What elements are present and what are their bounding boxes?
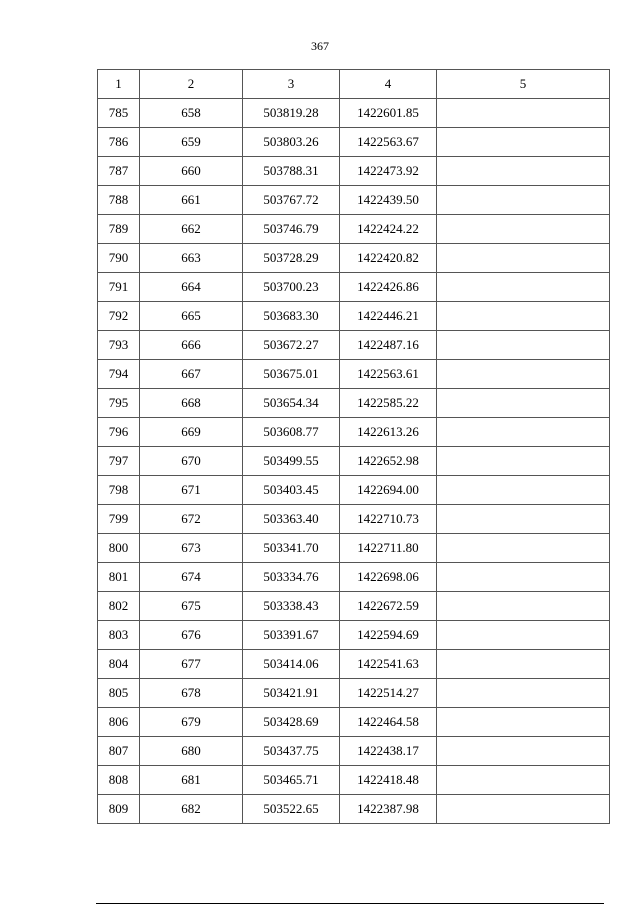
table-cell-col-2: 666	[140, 331, 243, 360]
table-cell-col-3: 503465.71	[243, 766, 340, 795]
table-cell-col-1: 808	[98, 766, 140, 795]
table-row	[98, 244, 610, 273]
table-cell-col-4: 1422711.80	[340, 534, 437, 563]
table-row	[98, 128, 610, 157]
table-cell-col-3: 503334.76	[243, 563, 340, 592]
table-cell-col-5	[437, 215, 610, 244]
table-cell-col-5	[437, 331, 610, 360]
table-cell-col-5	[437, 302, 610, 331]
table-cell-col-4: 1422514.27	[340, 679, 437, 708]
table-row	[98, 418, 610, 447]
footer-rule	[96, 903, 604, 904]
table-cell-col-1: 790	[98, 244, 140, 273]
table-cell-col-4: 1422418.48	[340, 766, 437, 795]
table-cell-col-1: 786	[98, 128, 140, 157]
table-cell-col-4: 1422446.21	[340, 302, 437, 331]
table-cell-col-1: 806	[98, 708, 140, 737]
table-cell-col-1: 789	[98, 215, 140, 244]
table-row	[98, 708, 610, 737]
table-row	[98, 215, 610, 244]
table-cell-col-1: 809	[98, 795, 140, 824]
table-cell-col-2: 664	[140, 273, 243, 302]
table-cell-col-1: 800	[98, 534, 140, 563]
table-row	[98, 302, 610, 331]
table-cell-col-2: 676	[140, 621, 243, 650]
page-number: 367	[311, 39, 329, 53]
table-cell-col-3: 503746.79	[243, 215, 340, 244]
table-row	[98, 157, 610, 186]
table-cell-col-4: 1422563.67	[340, 128, 437, 157]
table-cell-col-2: 673	[140, 534, 243, 563]
table-cell-col-3: 503363.40	[243, 505, 340, 534]
table-cell-col-4: 1422438.17	[340, 737, 437, 766]
table-row	[98, 505, 610, 534]
table-cell-col-3: 503700.23	[243, 273, 340, 302]
table-cell-col-4: 1422464.58	[340, 708, 437, 737]
table-cell-col-2: 681	[140, 766, 243, 795]
table-cell-col-1: 787	[98, 157, 140, 186]
table-cell-col-3: 503767.72	[243, 186, 340, 215]
table-cell-col-1: 797	[98, 447, 140, 476]
table-cell-col-4: 1422424.22	[340, 215, 437, 244]
table-cell-col-2: 668	[140, 389, 243, 418]
table-cell-col-2: 665	[140, 302, 243, 331]
table-cell-col-1: 794	[98, 360, 140, 389]
table-cell-col-5	[437, 795, 610, 824]
table-cell-col-3: 503341.70	[243, 534, 340, 563]
column-header-4: 4	[340, 70, 437, 99]
table-cell-col-1: 788	[98, 186, 140, 215]
column-header-3: 3	[243, 70, 340, 99]
table-cell-col-3: 503437.75	[243, 737, 340, 766]
table-cell-col-5	[437, 186, 610, 215]
table-cell-col-3: 503428.69	[243, 708, 340, 737]
table-cell-col-2: 658	[140, 99, 243, 128]
table-cell-col-5	[437, 621, 610, 650]
table-cell-col-1: 792	[98, 302, 140, 331]
table-cell-col-4: 1422672.59	[340, 592, 437, 621]
table-cell-col-3: 503499.55	[243, 447, 340, 476]
table-cell-col-3: 503675.01	[243, 360, 340, 389]
column-header-2: 2	[140, 70, 243, 99]
coordinates-table	[97, 69, 610, 824]
table-cell-col-5	[437, 389, 610, 418]
table-row	[98, 331, 610, 360]
table-cell-col-5	[437, 534, 610, 563]
table-cell-col-4: 1422487.16	[340, 331, 437, 360]
table-cell-col-2: 669	[140, 418, 243, 447]
table-row	[98, 650, 610, 679]
table-cell-col-4: 1422426.86	[340, 273, 437, 302]
table-cell-col-2: 662	[140, 215, 243, 244]
table-cell-col-4: 1422601.85	[340, 99, 437, 128]
table-cell-col-1: 805	[98, 679, 140, 708]
table-cell-col-3: 503414.06	[243, 650, 340, 679]
table-cell-col-5	[437, 418, 610, 447]
table-cell-col-4: 1422585.22	[340, 389, 437, 418]
table-cell-col-1: 791	[98, 273, 140, 302]
table-row	[98, 360, 610, 389]
table-cell-col-2: 675	[140, 592, 243, 621]
table-cell-col-4: 1422473.92	[340, 157, 437, 186]
table-cell-col-2: 667	[140, 360, 243, 389]
table-row	[98, 563, 610, 592]
table-row	[98, 186, 610, 215]
table-cell-col-3: 503683.30	[243, 302, 340, 331]
table-row	[98, 389, 610, 418]
table-cell-col-4: 1422710.73	[340, 505, 437, 534]
table-row	[98, 99, 610, 128]
table-cell-col-2: 677	[140, 650, 243, 679]
table-row	[98, 621, 610, 650]
table-cell-col-4: 1422563.61	[340, 360, 437, 389]
table-cell-col-3: 503819.28	[243, 99, 340, 128]
table-cell-col-2: 660	[140, 157, 243, 186]
table-cell-col-2: 661	[140, 186, 243, 215]
table-cell-col-1: 799	[98, 505, 140, 534]
table-cell-col-5	[437, 476, 610, 505]
table-cell-col-5	[437, 737, 610, 766]
table-cell-col-1: 785	[98, 99, 140, 128]
table-cell-col-2: 674	[140, 563, 243, 592]
table-cell-col-1: 803	[98, 621, 140, 650]
table-cell-col-5	[437, 708, 610, 737]
table-cell-col-1: 798	[98, 476, 140, 505]
table-row	[98, 476, 610, 505]
table-cell-col-1: 807	[98, 737, 140, 766]
table-cell-col-5	[437, 592, 610, 621]
table-row	[98, 534, 610, 563]
table-cell-col-2: 679	[140, 708, 243, 737]
table-row	[98, 273, 610, 302]
table-cell-col-3: 503403.45	[243, 476, 340, 505]
table-cell-col-4: 1422420.82	[340, 244, 437, 273]
table-cell-col-4: 1422698.06	[340, 563, 437, 592]
table-row	[98, 447, 610, 476]
table-cell-col-2: 678	[140, 679, 243, 708]
table-cell-col-1: 793	[98, 331, 140, 360]
column-header-5: 5	[437, 70, 610, 99]
table-cell-col-3: 503654.34	[243, 389, 340, 418]
table-cell-col-1: 804	[98, 650, 140, 679]
table-cell-col-5	[437, 650, 610, 679]
table-cell-col-5	[437, 563, 610, 592]
table-cell-col-2: 659	[140, 128, 243, 157]
table-cell-col-1: 795	[98, 389, 140, 418]
table-cell-col-2: 671	[140, 476, 243, 505]
table-cell-col-3: 503672.27	[243, 331, 340, 360]
table-row	[98, 592, 610, 621]
table-cell-col-3: 503522.65	[243, 795, 340, 824]
table-cell-col-5	[437, 766, 610, 795]
table-cell-col-2: 680	[140, 737, 243, 766]
table-cell-col-2: 682	[140, 795, 243, 824]
table-cell-col-2: 663	[140, 244, 243, 273]
table-cell-col-5	[437, 679, 610, 708]
table-cell-col-5	[437, 273, 610, 302]
table-cell-col-4: 1422541.63	[340, 650, 437, 679]
table-row	[98, 679, 610, 708]
table-cell-col-1: 796	[98, 418, 140, 447]
table-cell-col-4: 1422694.00	[340, 476, 437, 505]
table-cell-col-5	[437, 244, 610, 273]
column-header-1: 1	[98, 70, 140, 99]
table-cell-col-5	[437, 128, 610, 157]
table-row	[98, 766, 610, 795]
table-cell-col-3: 503728.29	[243, 244, 340, 273]
table-cell-col-3: 503608.77	[243, 418, 340, 447]
table-cell-col-3: 503421.91	[243, 679, 340, 708]
table-cell-col-5	[437, 447, 610, 476]
table-cell-col-3: 503803.26	[243, 128, 340, 157]
table-cell-col-4: 1422652.98	[340, 447, 437, 476]
table-body	[98, 99, 610, 824]
table-cell-col-4: 1422439.50	[340, 186, 437, 215]
table-cell-col-1: 802	[98, 592, 140, 621]
table-header-row	[98, 70, 610, 99]
table-cell-col-5	[437, 360, 610, 389]
table-cell-col-4: 1422613.26	[340, 418, 437, 447]
table-cell-col-4: 1422387.98	[340, 795, 437, 824]
table-cell-col-1: 801	[98, 563, 140, 592]
table-cell-col-4: 1422594.69	[340, 621, 437, 650]
table-cell-col-3: 503338.43	[243, 592, 340, 621]
table-cell-col-3: 503391.67	[243, 621, 340, 650]
table-cell-col-2: 670	[140, 447, 243, 476]
table-cell-col-2: 672	[140, 505, 243, 534]
table-cell-col-3: 503788.31	[243, 157, 340, 186]
table-row	[98, 795, 610, 824]
table-cell-col-5	[437, 157, 610, 186]
table-cell-col-5	[437, 505, 610, 534]
table-row	[98, 737, 610, 766]
table-cell-col-5	[437, 99, 610, 128]
